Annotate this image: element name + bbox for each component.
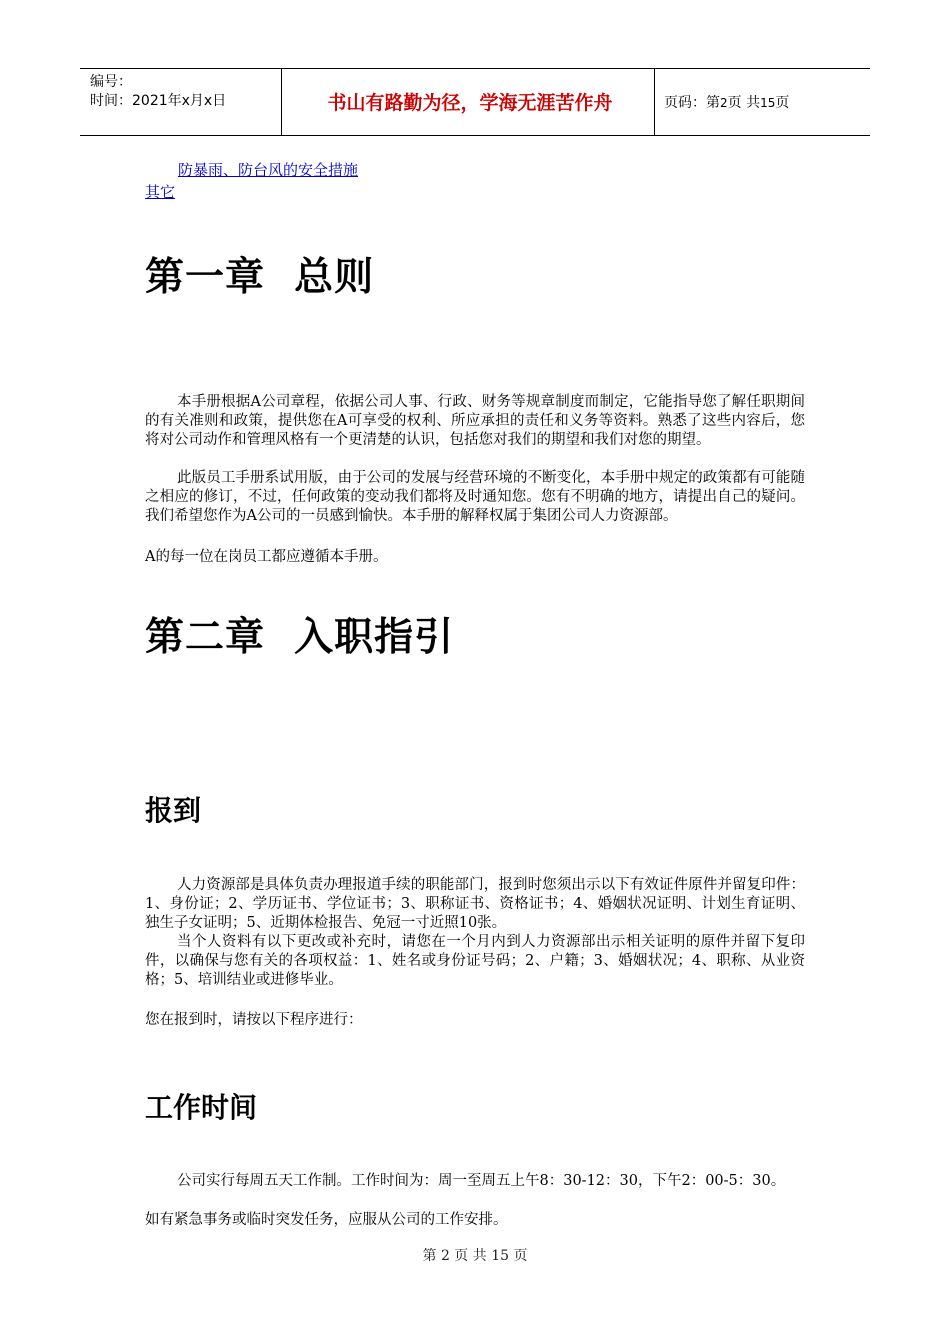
section-worktime-paragraph-1: 公司实行每周五天工作制。工作时间为：周一至周五上午8：30-12：30，下午2：00-5：30。 [177, 1173, 786, 1189]
chapter-1-paragraph-2: 此版员工手册系试用版，由于公司的发展与经营环境的不断变化，本手册中规定的政策都有可能随之相应的修订，不过，任何政策的变动我们都将及时通知您。您有不明确的地方，请提出自己的疑问。我们希望您作为A公司的一员感到愉快。本手册的解释权属于集团公司人力资源部。 [145, 470, 805, 524]
section-report-title: 报到 [145, 794, 202, 827]
header-meta [90, 73, 226, 111]
page-prefix: 页码：第 [664, 95, 720, 111]
page-footer: 第 2 页 共 15 页 [422, 1248, 528, 1264]
section-worktime-paragraph-2: 如有紧急事务或临时突发任务，应服从公司的工作安排。 [145, 1212, 508, 1228]
section-worktime-title: 工作时间 [145, 1091, 258, 1124]
document-number-label: 编号： [90, 74, 132, 90]
toc-link-storm-safety[interactable]: 防暴雨、防台风的安全措施 [178, 161, 359, 179]
document-date: 时间：2021年x月x日 [90, 93, 227, 109]
page-middle: 页 共 [727, 95, 761, 111]
page-header [80, 68, 870, 136]
chapter-2-title: 第二章 入职指引 [145, 615, 455, 660]
chapter-1-paragraph-3: A的每一位在岗员工都应遵循本手册。 [145, 549, 388, 565]
section-report-paragraph-1: 人力资源部是具体负责办理报道手续的职能部门，报到时您须出示以下有效证件原件并留复印件：1、身份证；2、学历证书、学位证书；3、职称证书、资格证书；4、婚姻状况证明、计划生育证明、独生子女证明；5、近期体检报告、免冠一寸近照10张。 [145, 877, 805, 931]
chapter-1-paragraph-1: 本手册根据A公司章程，依据公司人事、行政、财务等规章制度而制定，它能指导您了解任职期间的有关准则和政策，提供您在A可享受的权利、所应承担的责任和义务等资料。熟悉了这些内容后，您将对公司动作和管理风格有一个更清楚的认识，包括您对我们的期望和我们对您的期望。 [145, 394, 805, 448]
toc-link-other[interactable]: 其它 [145, 183, 176, 201]
header-page-number [664, 93, 789, 113]
chapter-1-title: 第一章 总则 [145, 255, 375, 300]
header-divider [281, 69, 282, 135]
page-current: 2 [720, 96, 728, 110]
section-report-paragraph-3: 您在报到时，请按以下程序进行： [145, 1012, 363, 1028]
section-report-paragraph-2: 当个人资料有以下更改或补充时，请您在一个月内到人力资源部出示相关证明的原件并留下复印件，以确保与您有关的各项权益：1、姓名或身份证号码；2、户籍；3、婚姻状况；4、职称、从业资格；5、培训结业或进修毕业。 [145, 934, 805, 988]
page-suffix: 页 [775, 95, 790, 111]
header-motto: 书山有路勤为径，学海无涯苦作舟 [327, 92, 613, 114]
page-total: 15 [760, 96, 776, 110]
